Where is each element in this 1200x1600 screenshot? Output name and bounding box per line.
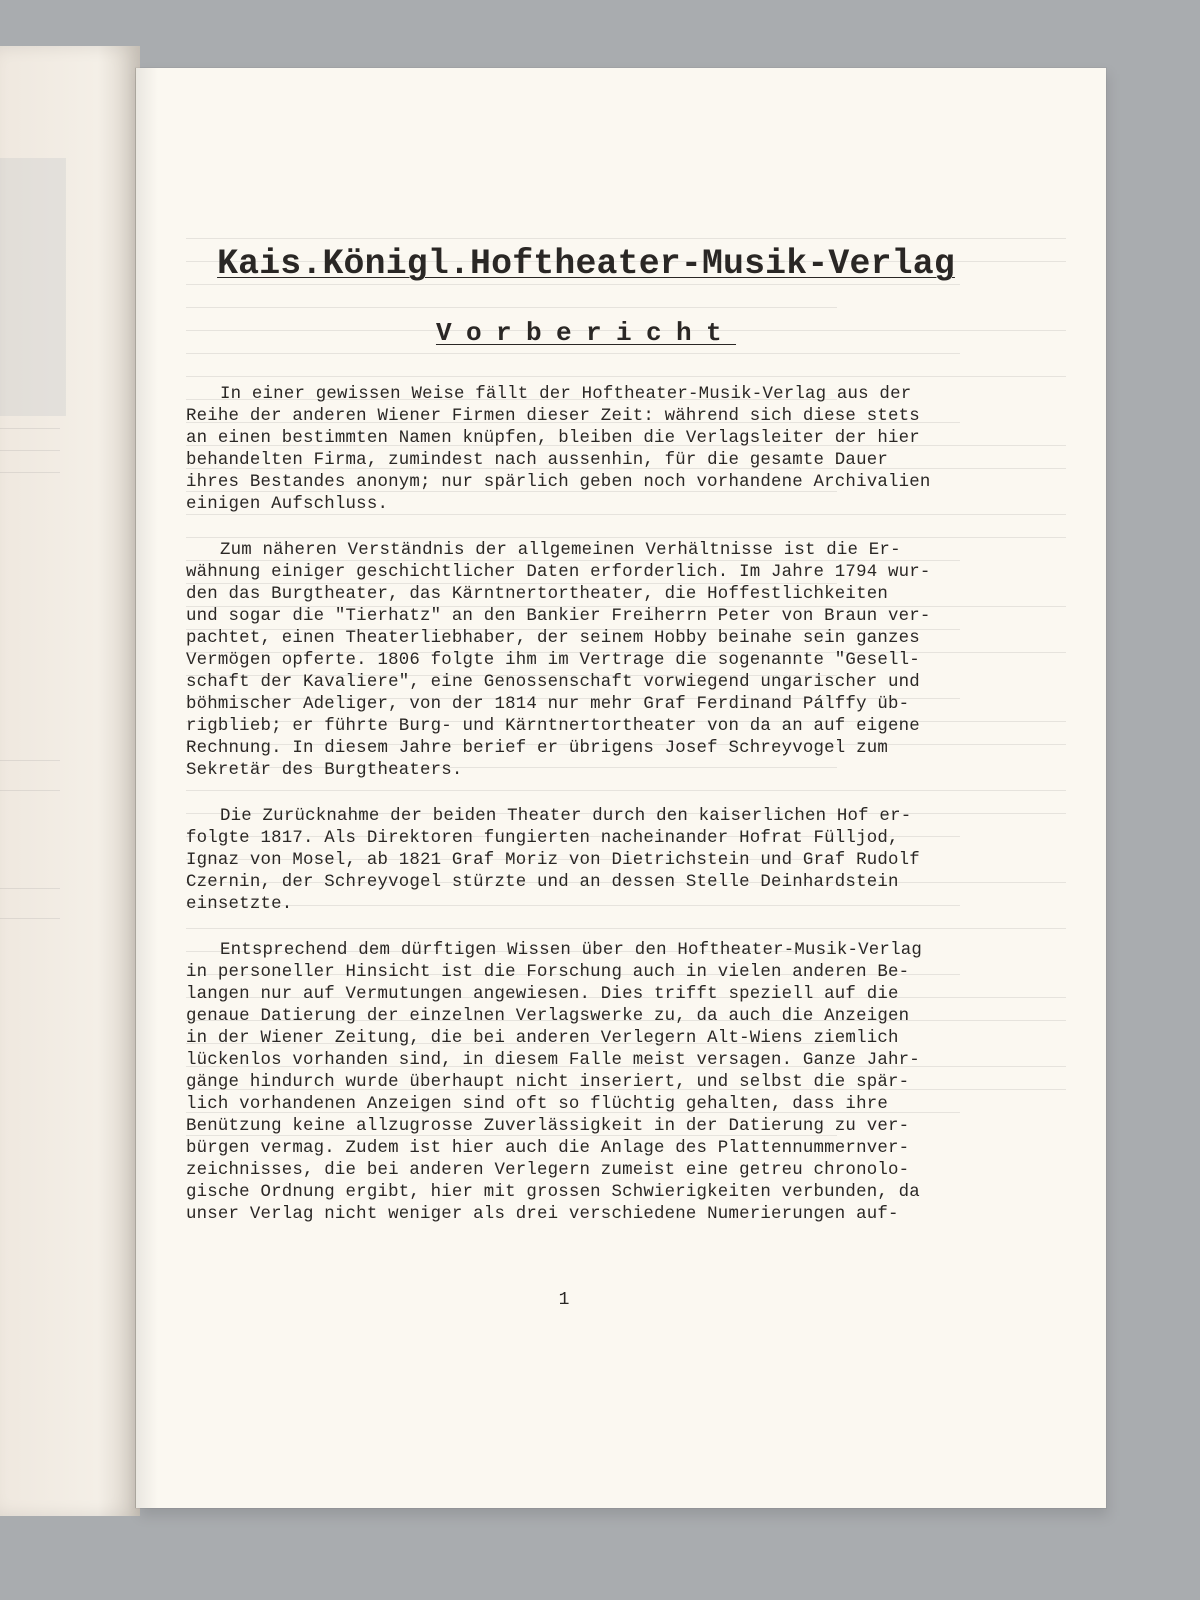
page-spine-shade — [136, 68, 158, 1508]
text-line: Zum näheren Verständnis der allgemeinen Verhältnisse ist die Er- — [220, 541, 901, 560]
left-page-ghost-block — [0, 158, 66, 416]
text-line: wähnung einiger geschichtlicher Daten erforderlich. Im Jahre 1794 wur- — [186, 563, 931, 582]
left-page-ghost-line — [0, 428, 60, 429]
text-line: ihres Bestandes anonym; nur spärlich geben noch vorhandene Archivalien — [186, 473, 931, 492]
text-line: pachtet, einen Theaterliebhaber, der seinem Hobby beinahe sein ganzes — [186, 629, 920, 648]
text-line: rigblieb; er führte Burg- und Kärntnertortheater von da an auf eigene — [186, 717, 920, 736]
text-line: genaue Datierung der einzelnen Verlagswerke zu, da auch die Anzeigen — [186, 1007, 910, 1026]
page-number: 1 — [558, 1290, 570, 1310]
text-line: lückenlos vorhanden sind, in diesem Falle meist versagen. Ganze Jahr- — [186, 1051, 920, 1070]
paragraph — [186, 940, 986, 1226]
typewritten-content — [186, 245, 986, 1250]
text-line: Czernin, der Schreyvogel stürzte und an dessen Stelle Deinhardstein — [186, 873, 899, 892]
text-line: den das Burgtheater, das Kärntnertortheater, die Hoffestlichkeiten — [186, 585, 888, 604]
text-line: behandelten Firma, zumindest nach aussenhin, für die gesamte Dauer — [186, 451, 888, 470]
paragraph — [186, 806, 986, 916]
left-page-ghost-line — [0, 472, 60, 473]
text-line: Entsprechend dem dürftigen Wissen über den Hoftheater-Musik-Verlag — [220, 941, 922, 960]
left-page-ghost-line — [0, 790, 60, 791]
text-line: gische Ordnung ergibt, hier mit grossen Schwierigkeiten verbunden, da — [186, 1183, 920, 1202]
text-line: Ignaz von Mosel, ab 1821 Graf Moriz von Dietrichstein und Graf Rudolf — [186, 851, 920, 870]
text-line: in personeller Hinsicht ist die Forschung auch in vielen anderen Be- — [186, 963, 910, 982]
text-line: In einer gewissen Weise fällt der Hoftheater-Musik-Verlag aus der — [220, 385, 912, 404]
left-page-ghost-line — [0, 760, 60, 761]
left-facing-page — [0, 46, 140, 1516]
document-subtitle: Vorbericht — [435, 318, 737, 348]
paragraph — [186, 540, 986, 782]
text-line: unser Verlag nicht weniger als drei verschiedene Numerierungen auf- — [186, 1205, 899, 1224]
document-title: Kais.Königl.Hoftheater-Musik-Verlag — [217, 245, 955, 284]
text-line: schaft der Kavaliere", eine Genossenschaft vorwiegend ungarischer und — [186, 673, 920, 692]
left-page-ghost-line — [0, 918, 60, 919]
text-line: zeichnisses, die bei anderen Verlegern zumeist eine getreu chronolo- — [186, 1161, 910, 1180]
text-line: und sogar die "Tierhatz" an den Bankier Freiherrn Peter von Braun ver- — [186, 607, 931, 626]
text-line: lich vorhandenen Anzeigen sind oft so flüchtig gehalten, dass ihre — [186, 1095, 888, 1114]
text-line: Benützung keine allzugrosse Zuverlässigkeit in der Datierung zu ver- — [186, 1117, 910, 1136]
text-line: einigen Aufschluss. — [186, 495, 389, 514]
left-page-ghost-line — [0, 888, 60, 889]
text-line: Die Zurücknahme der beiden Theater durch den kaiserlichen Hof er- — [220, 807, 912, 826]
document-page — [136, 68, 1106, 1508]
text-line: einsetzte. — [186, 895, 293, 914]
text-line: folgte 1817. Als Direktoren fungierten nacheinander Hofrat Fülljod, — [186, 829, 899, 848]
paragraph — [186, 384, 986, 516]
text-line: Sekretär des Burgtheaters. — [186, 761, 463, 780]
text-line: Vermögen opferte. 1806 folgte ihm im Vertrage die sogenannte "Gesell- — [186, 651, 920, 670]
text-line: in der Wiener Zeitung, die bei anderen Verlegern Alt-Wiens ziemlich — [186, 1029, 899, 1048]
text-line: gänge hindurch wurde überhaupt nicht inseriert, und selbst die spär- — [186, 1073, 910, 1092]
left-page-ghost-line — [0, 450, 60, 451]
text-line: böhmischer Adeliger, von der 1814 nur mehr Graf Ferdinand Pálffy üb- — [186, 695, 910, 714]
text-line: bürgen vermag. Zudem ist hier auch die Anlage des Plattennummernver- — [186, 1139, 910, 1158]
text-line: langen nur auf Vermutungen angewiesen. Dies trifft speziell auf die — [186, 985, 899, 1004]
text-line: Reihe der anderen Wiener Firmen dieser Zeit: während sich diese stets — [186, 407, 920, 426]
text-line: an einen bestimmten Namen knüpfen, bleiben die Verlagsleiter der hier — [186, 429, 920, 448]
text-line: Rechnung. In diesem Jahre berief er übrigens Josef Schreyvogel zum — [186, 739, 888, 758]
